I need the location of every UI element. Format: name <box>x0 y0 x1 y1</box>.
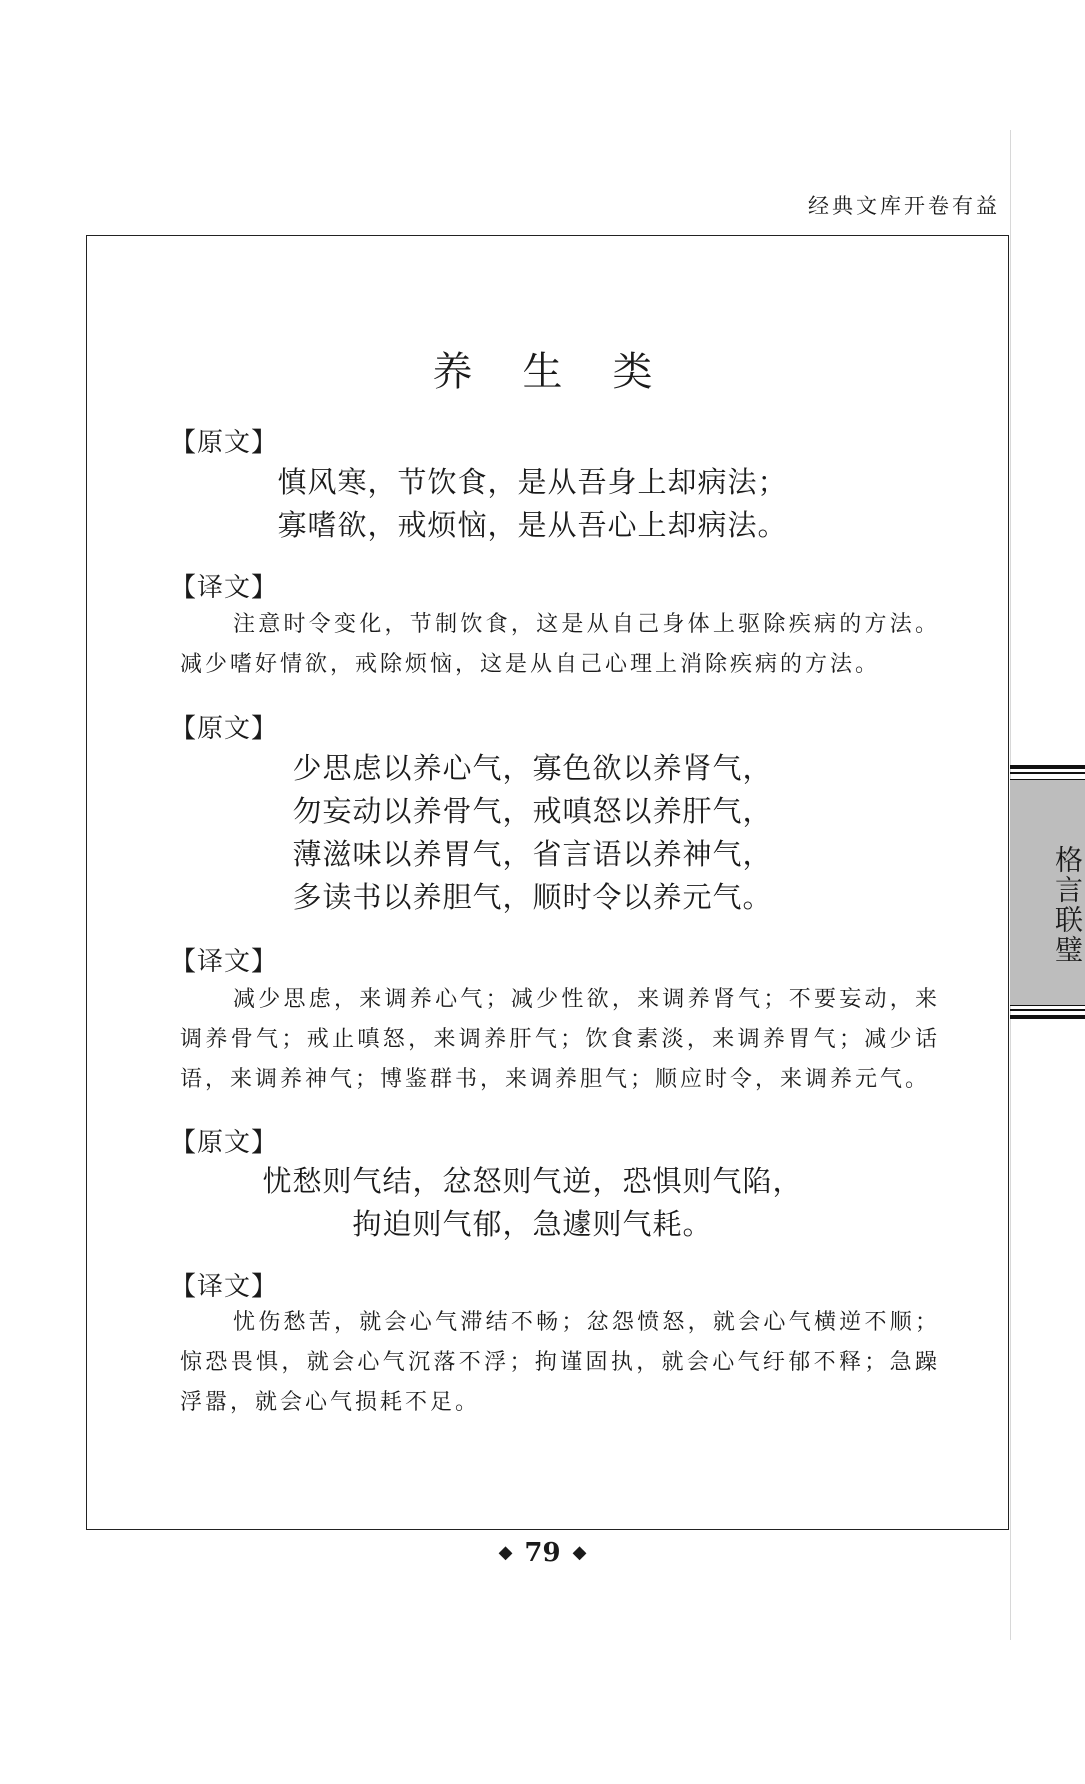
tab-rule-bottom <box>1010 1015 1085 1019</box>
tab-box <box>1010 779 1085 1006</box>
original-label: 【原文】 <box>170 428 279 458</box>
verse-line: 少思虑以养心气，寡色欲以养肾气， <box>292 751 773 785</box>
verse-line: 勿妄动以养骨气，戒嗔怒以养肝气， <box>292 794 773 828</box>
translation-paragraph: 减少思虑，来调养心气；减少性欲，来调养肾气；不要妄动，来调养骨气；戒止嗔怒，来调养肝气；饮食素淡，来调养胃气；减少话语，来调养神气；博鉴群书，来调养胆气；顺应时令，来调养元气。 <box>180 987 940 1092</box>
translation-paragraph: 注意时令变化，节制饮食，这是从自己身体上驱除疾病的方法。减少嗜好情欲，戒除烦恼，这是从自己心理上消除疾病的方法。 <box>180 612 940 677</box>
verse-line: 慎风寒，节饮食，是从吾身上却病法； <box>277 465 788 499</box>
tab-rule-bottom-thin <box>1010 1009 1085 1011</box>
verse-line: 忧愁则气结，忿怒则气逆，恐惧则气陷， <box>262 1164 803 1198</box>
running-header: 经典文库开卷有益 <box>808 194 1000 218</box>
side-chapter-tab <box>1010 765 1085 1020</box>
original-label: 【原文】 <box>170 1128 279 1158</box>
original-verse <box>0 1160 1075 1246</box>
diamond-ornament-icon: ◆ <box>572 1542 587 1563</box>
translation-label: 【译文】 <box>170 947 279 977</box>
translation-label: 【译文】 <box>170 573 279 603</box>
tab-rule-top <box>1010 765 1085 769</box>
tab-rule-top-thin <box>1010 772 1085 774</box>
side-tab-label: 格言联璧 <box>1051 845 1084 965</box>
diamond-ornament-icon: ◆ <box>498 1542 513 1563</box>
verse-line: 多读书以养胆气，顺时令以养元气。 <box>292 880 773 914</box>
verse-line: 拘迫则气郁，急遽则气耗。 <box>352 1207 713 1241</box>
original-label: 【原文】 <box>170 714 279 744</box>
translation-label: 【译文】 <box>170 1272 279 1302</box>
page-number <box>0 1538 1085 1568</box>
translation-paragraph: 忧伤愁苦，就会心气滞结不畅；忿怨愤怒，就会心气横逆不顺；惊恐畏惧，就会心气沉落不浮；拘谨固执，就会心气纡郁不释；急躁浮嚣，就会心气损耗不足。 <box>180 1310 940 1415</box>
verse-line: 寡嗜欲，戒烦恼，是从吾心上却病法。 <box>277 508 788 542</box>
original-verse <box>0 747 1075 919</box>
original-verse <box>0 461 1075 547</box>
verse-line: 薄滋味以养胃气，省言语以养神气， <box>292 837 773 871</box>
page-number-value: 79 <box>524 1538 561 1568</box>
page-title: 养生类 <box>432 349 703 395</box>
